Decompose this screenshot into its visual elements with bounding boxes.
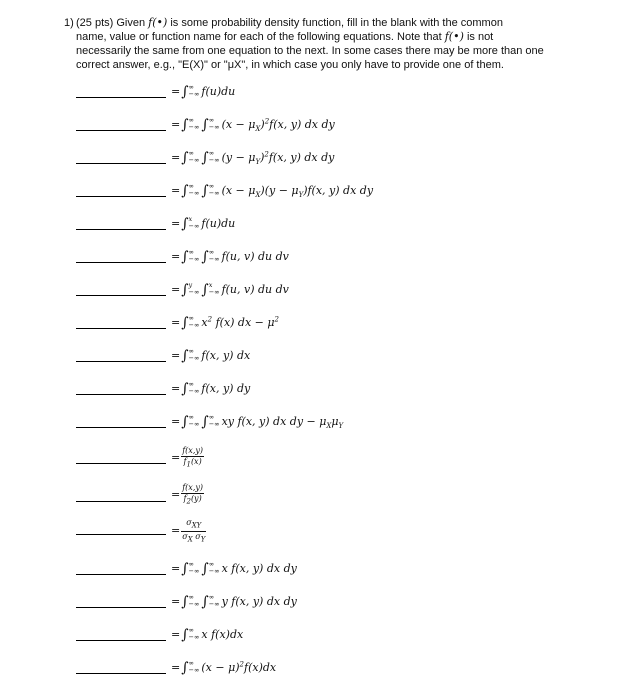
intro-line-4: correct answer, e.g., "E(X)" or "μX", in which case you only have to provide one of them. [76,59,504,71]
equation-14: = $\frac{\text{σXY}}{\text{σX σY}}$ [171,518,206,544]
equation-11: =∫ ∞ −∞ ∫ ∞ −∞ xy f(x, y) dx dy − $\mu_X\mu_Y$ [171,413,344,431]
f-symbol-2: f(•) [444,30,464,43]
equation-1: =∫ ∞ −∞ f(u)du [171,83,236,100]
equation-row-3 [0,148,626,168]
equation-8: =∫ ∞ −∞ $x^2$ f(x) dx − $\mu^2$ [171,314,280,331]
equation-18: =∫ ∞ −∞ $(x - \mu)^2f(x)dx$ [171,659,277,676]
intro-line-1: (25 pts) Given f(•) is some probability density function, fill in the blank with the common [76,16,503,29]
answer-blank-14[interactable] [76,534,166,535]
equation-row-4 [0,181,626,201]
answer-blank-4[interactable] [76,196,166,197]
equation-15: =∫ ∞ −∞ ∫ ∞ −∞ x f(x, y) dx dy [171,560,297,577]
answer-blank-7[interactable] [76,295,166,296]
equation-row-16 [0,592,626,612]
intro-line-3: necessarily the same from one equation to the next. In some cases there may be more than one [76,45,544,57]
answer-blank-3[interactable] [76,163,166,164]
equation-5: =∫ x −∞ f(u)du [171,215,236,232]
equation-row-12 [0,447,626,467]
answer-blank-15[interactable] [76,574,166,575]
equation-row-1 [0,82,626,102]
equation-10: =∫ ∞ −∞ f(x, y) dy [171,380,251,397]
equation-row-7 [0,280,626,300]
equation-row-18 [0,658,626,678]
answer-blank-12[interactable] [76,463,166,464]
equation-17: =∫ ∞ −∞ x f(x)dx [171,626,244,643]
answer-blank-13[interactable] [76,501,166,502]
equation-row-6 [0,247,626,267]
equation-row-13 [0,483,626,506]
answer-blank-2[interactable] [76,130,166,131]
answer-blank-11[interactable] [76,427,166,428]
equation-7: =∫ y −∞ ∫ x −∞ f(u, v) du dv [171,281,289,298]
equation-row-2 [0,115,626,135]
answer-blank-18[interactable] [76,673,166,674]
equation-row-11 [0,412,626,432]
equation-row-5 [0,214,626,234]
equation-3: =∫ ∞ −∞ ∫ ∞ −∞ $(y - \mu_Y)^2f(x$, y) dx dy [171,149,335,167]
answer-blank-5[interactable] [76,229,166,230]
question-number: 1) [64,17,74,29]
equation-2: =∫ ∞ −∞ ∫ ∞ −∞ $(x - \mu_X)^2f(x$, y) dx dy [171,116,335,134]
equation-16: =∫ ∞ −∞ ∫ ∞ −∞ y f(x, y) dx dy [171,593,297,610]
answer-blank-1[interactable] [76,97,166,98]
equation-row-10 [0,379,626,399]
equation-row-17 [0,625,626,645]
answer-blank-17[interactable] [76,640,166,641]
equation-13: = $\frac{f(x,y)}{f2(y)}$ [171,483,203,506]
answer-blank-8[interactable] [76,328,166,329]
f-symbol: f(•) [148,16,168,29]
equation-6: =∫ ∞ −∞ ∫ ∞ −∞ f(u, v) du dv [171,248,289,265]
equation-row-14 [0,518,626,544]
equation-9: =∫ ∞ −∞ f(x, y) dx [171,347,251,364]
equation-12: = $\frac{f(x,y)}{f1(x)}$ [171,446,203,469]
answer-blank-9[interactable] [76,361,166,362]
equation-row-9 [0,346,626,366]
equation-row-8 [0,313,626,333]
question-intro [64,16,586,72]
intro-line-2: name, value or function name for each of the following equations. Note that f(•) is not [76,30,494,43]
answer-blank-10[interactable] [76,394,166,395]
answer-blank-6[interactable] [76,262,166,263]
equation-row-15 [0,559,626,579]
answer-blank-16[interactable] [76,607,166,608]
equation-4: =∫ ∞ −∞ ∫ ∞ −∞ $(x - \mu_X)(y - \mu_Y)f(x$, y) dx dy [171,182,374,200]
